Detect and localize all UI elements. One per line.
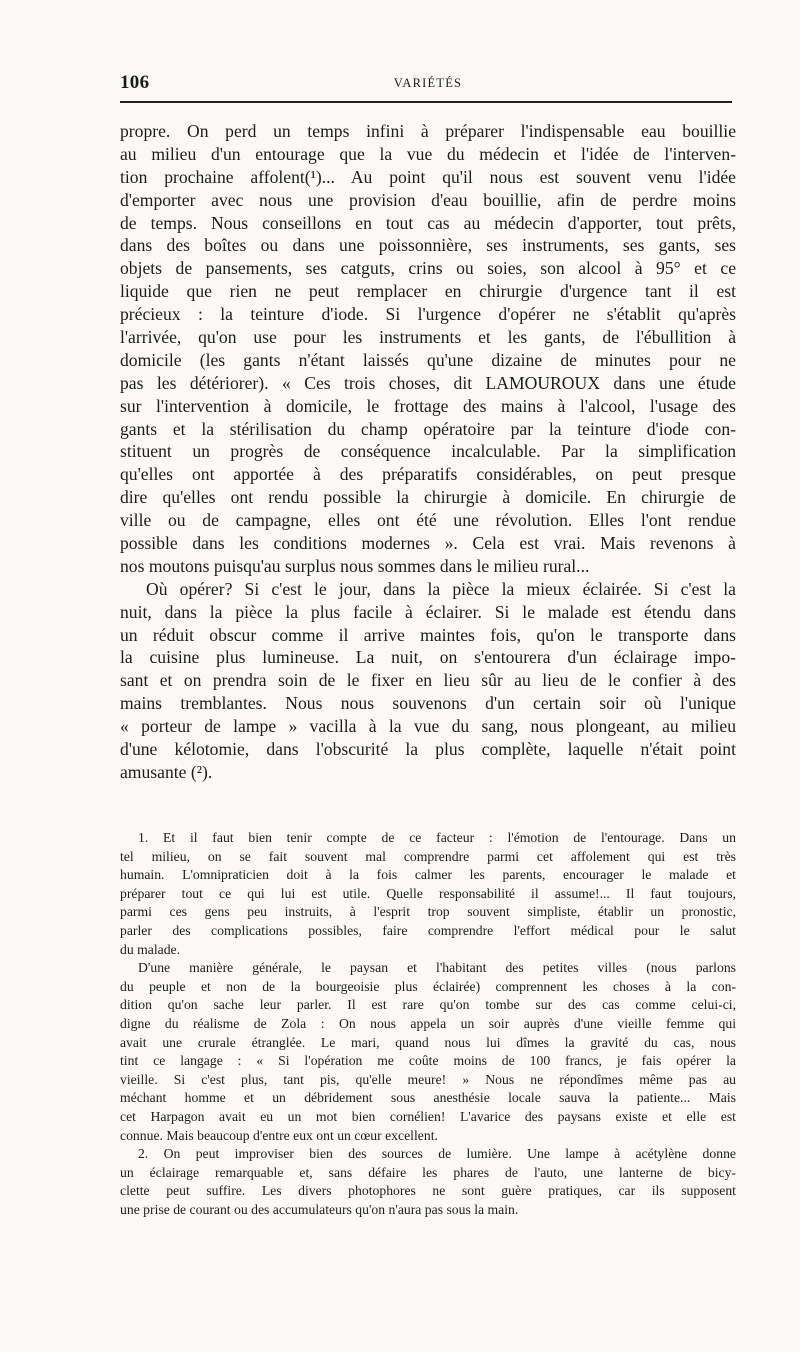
footnote-line: tel milieu, on se fait souvent mal comprendre parmi cet affolement qui est très <box>120 848 736 864</box>
body-line: l'arrivée, qu'on use pour les instruments et les gants, de l'ébullition à <box>120 327 736 348</box>
body-line: propre. On perd un temps infini à préparer l'indispensable eau bouillie <box>120 121 736 141</box>
footnote-line: D'une manière générale, le paysan et l'habitant des petites villes (nous parlons <box>138 960 736 976</box>
body-line: un réduit obscur comme il arrive maintes fois, qu'on le transporte dans <box>120 624 736 645</box>
body-line: d'emporter avec nous une provision d'eau bouillie, afin de perdre moins <box>120 189 736 210</box>
body-line: pas les détériorer). « Ces trois choses, dit LAMOUROUX dans une étude <box>120 372 736 393</box>
running-title: VARIÉTÉS <box>393 76 463 90</box>
body-line: possible dans les conditions modernes ». Cela est vrai. Mais revenons à <box>120 533 736 554</box>
body-line: qu'elles ont apportée à des préparatifs considérables, on peut presque <box>120 464 736 485</box>
header-rule <box>120 101 732 103</box>
body-line: mains tremblantes. Nous nous souvenons d'un certain soir où l'unique <box>120 693 736 714</box>
body-line: stituent un progrès de conséquence incalculable. Par la simplification <box>120 441 736 462</box>
body-line: de temps. Nous conseillons en tout cas au médecin d'apporter, tout prêts, <box>120 212 736 233</box>
footnote-line: une prise de courant ou des accumulateurs qu'on n'aura pas sous la main. <box>120 1201 519 1217</box>
body-line: sant et on prendra soin de le fixer en lieu sûr au lieu de le confier à des <box>120 670 736 691</box>
footnote-line: dition qu'on sache leur parler. Il est rare qu'on tombe sur des cas comme celui-ci, <box>120 997 736 1013</box>
footnote-line: parler des complications possibles, faire comprendre l'effort médical pour le salut <box>120 922 736 938</box>
body-line: dire qu'elles ont rendu possible la chirurgie à domicile. En chirurgie de <box>120 487 736 508</box>
body-line: Où opérer? Si c'est le jour, dans la pièce la mieux éclairée. Si c'est la <box>146 578 736 599</box>
footnote-line: cet Harpagon avait eu un mot bien cornélien! L'avarice des paysans existe et elle est <box>120 1108 736 1124</box>
body-line: au milieu d'un entourage que la vue du médecin et l'idée de l'interven- <box>120 143 736 164</box>
footnote-line: avait une crurale étranglée. Le mari, quand nous lui dîmes la gravité du cas, nous <box>120 1034 736 1050</box>
body-line: ville ou de campagne, elles ont été une révolution. Elles l'ont rendue <box>120 510 736 531</box>
body-line: tion prochaine affolent(¹)... Au point qu'il nous est souvent venu l'idée <box>120 166 736 187</box>
body-line: nuit, dans la pièce la plus facile à éclairer. Si le malade est étendu dans <box>120 601 736 622</box>
body-line: précieux : la teinture d'iode. Si l'urgence d'opérer ne s'établit qu'après <box>120 304 736 325</box>
footnote-line: préparer tout ce qui lui est utile. Quelle responsabilité il assume!... Il faut toujours, <box>120 885 736 901</box>
footnote-line: digne du réalisme de Zola : On nous appela un soir auprès d'une vieille femme qui <box>120 1015 736 1031</box>
body-line: nos moutons puisqu'au surplus nous sommes dans le milieu rural... <box>120 555 590 576</box>
footnote-line: 1. Et il faut bien tenir compte de ce facteur : l'émotion de l'entourage. Dans un <box>138 830 736 845</box>
footnote-line: du peuple et non de la bourgeoisie plus éclairée) comprennent les choses à la con- <box>120 978 736 994</box>
footnote-line: vieille. Si c'est plus, tant pis, qu'elle meure! » Nous ne répondîmes même pas au <box>120 1071 736 1087</box>
footnote-line: du malade. <box>120 941 181 957</box>
body-line: sur l'intervention à domicile, le frottage des mains à l'alcool, l'usage des <box>120 395 736 416</box>
body-line: « porteur de lampe » vacilla à la vue du sang, nous plongeant, au milieu <box>120 716 736 737</box>
footnote-line: tint ce langage : « Si l'opération me coûte moins de 100 francs, je fais opérer la <box>120 1053 736 1069</box>
footnotes <box>120 829 736 1219</box>
body-line: objets de pansements, ses catguts, crins ou soies, son alcool à 95° et ce <box>120 258 736 279</box>
body-line: liquide que rien ne peut remplacer en chirurgie d'urgence tant il est <box>120 281 736 302</box>
body-line: gants et la stérilisation du champ opératoire par la teinture d'iode con- <box>120 418 736 439</box>
body-line: dans des boîtes ou dans une poissonnière, ses instruments, ses gants, ses <box>120 235 736 256</box>
body-line: domicile (les gants n'étant laissés qu'une dizaine de minutes pour ne <box>120 349 736 370</box>
footnote-line: méchant homme et un débridement sous anesthésie locale sauva la patiente... Mais <box>120 1090 736 1106</box>
footnote-line: un éclairage remarquable et, sans défaire les phares de l'auto, une lanterne de bicy- <box>120 1164 736 1180</box>
footnote-line: humain. L'omnipraticien doit à la fois calmer les parents, encourager le malade et <box>120 867 736 883</box>
body-line: d'une kélotomie, dans l'obscurité la plus complète, laquelle n'était point <box>120 739 736 760</box>
footnote-line: 2. On peut improviser bien des sources de lumière. Une lampe à acétylène donne <box>138 1146 736 1162</box>
body-line: amusante (²). <box>120 761 213 782</box>
page-number: 106 <box>120 72 150 93</box>
body-text <box>120 120 736 784</box>
footnote-line: clette peut suffire. Les divers photophores ne sont guère pratiques, car ils supposent <box>120 1183 736 1199</box>
footnote-line: parmi ces gens peu instruits, à l'esprit trop souvent simpliste, établir un pronostic, <box>120 904 736 920</box>
body-line: la cuisine plus lumineuse. La nuit, on s'entourera d'un éclairage impo- <box>120 647 736 668</box>
footnote-line: connue. Mais beaucoup d'entre eux ont un cœur excellent. <box>120 1127 438 1143</box>
